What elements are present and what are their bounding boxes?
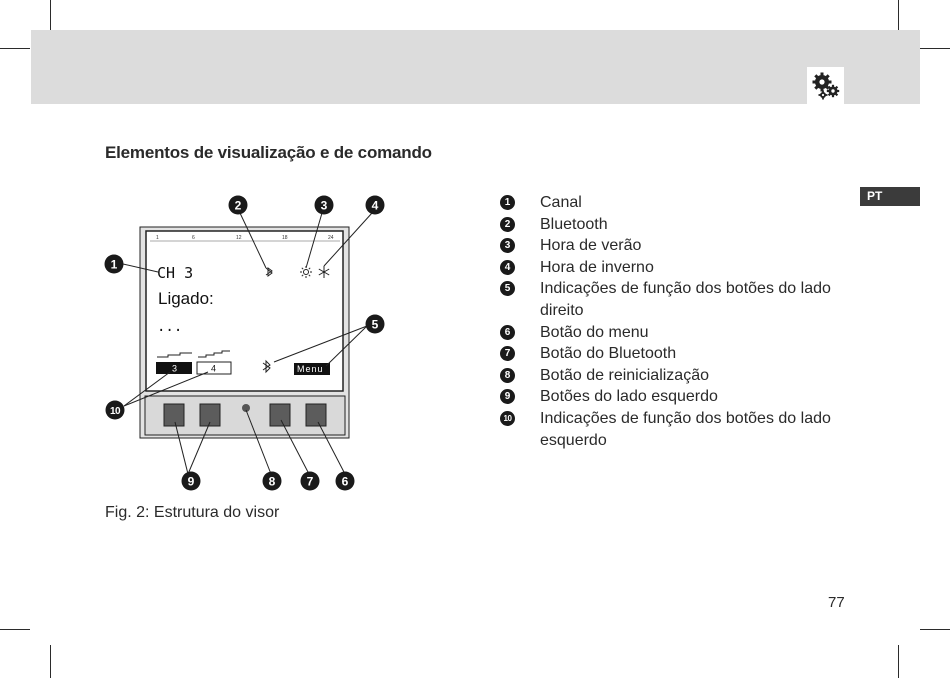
page-number: 77 [828, 594, 845, 611]
legend-text: Bluetooth [540, 215, 608, 233]
legend-item [500, 408, 860, 451]
legend-text: Botão do Bluetooth [540, 345, 677, 363]
svg-text:8: 8 [268, 474, 276, 489]
svg-text:7: 7 [306, 474, 314, 489]
legend-text: Hora de verão [540, 237, 642, 255]
legend-text: Botões do lado esquerdo [540, 388, 718, 406]
legend-item [500, 235, 860, 257]
legend-item [500, 365, 860, 387]
menu-label: Menu [297, 364, 324, 374]
legend-item [500, 343, 860, 365]
svg-text:6: 6 [341, 474, 349, 489]
figure-caption: Fig. 2: Estrutura do visor [105, 504, 280, 521]
legend-item [500, 192, 860, 214]
scale-tick-label: 6 [192, 235, 195, 241]
svg-text:5: 5 [371, 317, 379, 332]
callout-marker [229, 196, 248, 215]
svg-text:9: 9 [187, 474, 195, 489]
legend-list [500, 192, 860, 451]
legend-number: 2 [500, 217, 515, 232]
scale-tick-label: 18 [282, 235, 288, 241]
legend-number: 6 [500, 325, 515, 340]
legend-text: Canal [540, 194, 582, 211]
left-button-1 [164, 404, 184, 426]
svg-text:1: 1 [110, 257, 118, 272]
legend-item [500, 257, 860, 279]
callout-marker [106, 401, 125, 420]
status-dots: ... [157, 319, 183, 335]
legend-text: Botão de reinicialização [540, 366, 709, 384]
scale-tick-label: 24 [328, 235, 334, 241]
legend-item [500, 386, 860, 408]
legend-text: Botão do menu [540, 323, 649, 341]
section-heading: Elementos de visualização e de comando [105, 143, 432, 162]
scale-tick-label: 1 [156, 235, 159, 241]
callout-marker [301, 472, 320, 491]
legend-text: Indicações de função dos botões do lado esquerdo [540, 409, 831, 449]
legend-number: 5 [500, 281, 515, 296]
scale-tick-label: 12 [236, 235, 242, 241]
callout-marker [315, 196, 334, 215]
channel-text: CH 3 [157, 264, 194, 282]
svg-text:4: 4 [371, 198, 379, 213]
callout-marker [105, 255, 124, 274]
callout-marker [182, 472, 201, 491]
callout-marker [366, 196, 385, 215]
legend-item [500, 278, 860, 321]
status-text: Ligado: [158, 289, 214, 308]
legend-item [500, 322, 860, 344]
svg-text:10: 10 [109, 406, 121, 417]
legend-item [500, 214, 860, 236]
legend-number: 10 [500, 411, 515, 426]
legend-number: 9 [500, 389, 515, 404]
callout-marker [263, 472, 282, 491]
svg-text:2: 2 [234, 198, 242, 213]
legend-number: 7 [500, 346, 515, 361]
left-button-label: 4 [211, 363, 217, 374]
legend-number: 4 [500, 260, 515, 275]
bluetooth-button [270, 404, 290, 426]
menu-button [306, 404, 326, 426]
legend-text: Hora de inverno [540, 258, 654, 276]
legend-number: 8 [500, 368, 515, 383]
language-tab: PT [860, 187, 920, 206]
callout-marker [336, 472, 355, 491]
legend-number: 1 [500, 195, 515, 210]
left-button-label: 3 [172, 363, 178, 374]
legend-text: Indicações de função dos botões do lado direito [540, 280, 831, 319]
callout-marker [366, 315, 385, 334]
svg-text:3: 3 [320, 198, 328, 213]
legend-number: 3 [500, 238, 515, 253]
